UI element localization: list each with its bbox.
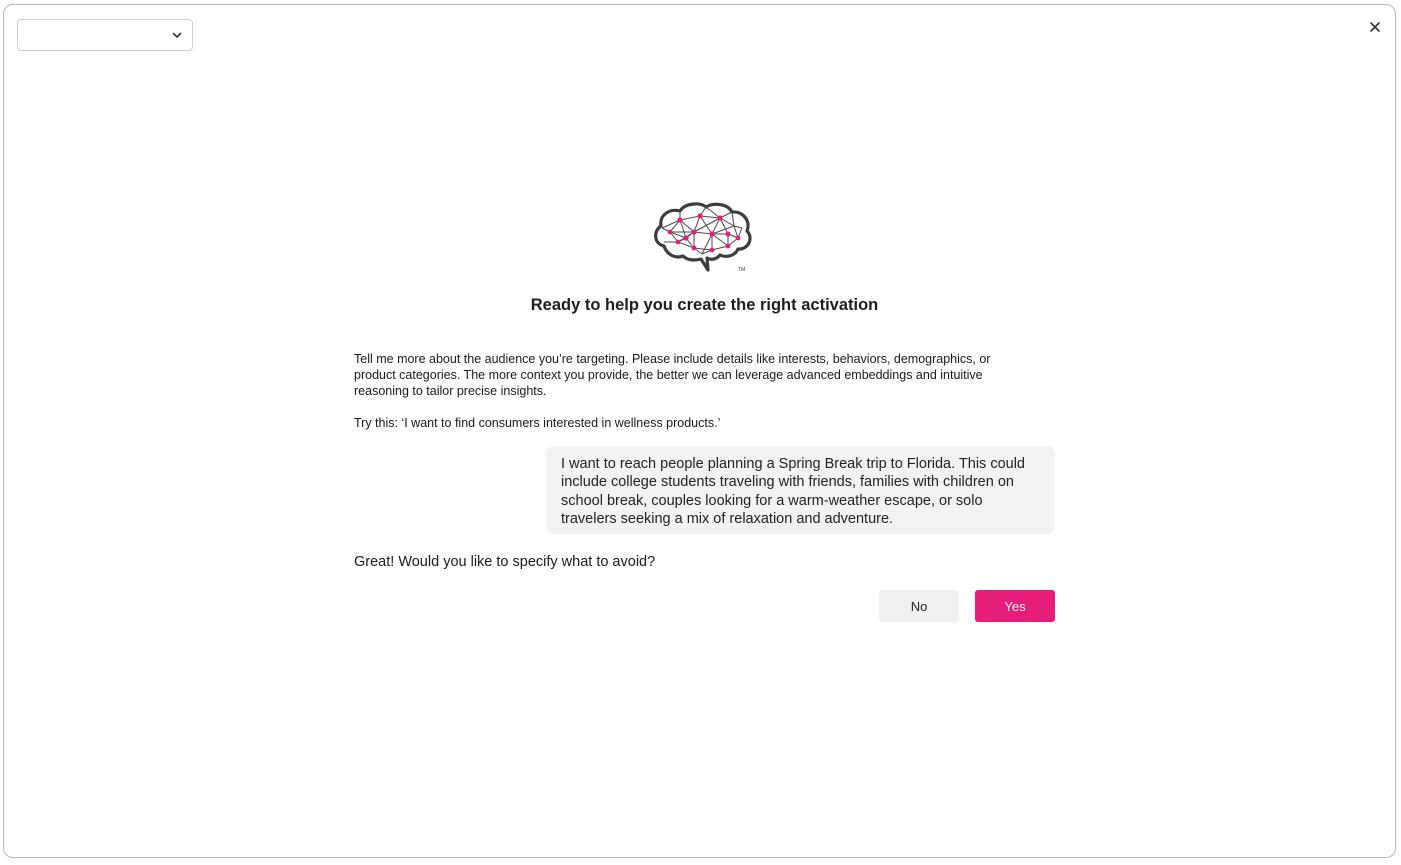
- page-title: Ready to help you create the right activation: [530, 296, 879, 314]
- assistant-question: Great! Would you like to specify what to avoid?: [354, 554, 656, 570]
- close-icon[interactable]: [1367, 19, 1383, 35]
- dialog-window: [3, 4, 1396, 858]
- brain-network-logo: [650, 198, 754, 278]
- user-message-bubble: I want to reach people planning a Spring Break trip to Florida. This could include college students traveling with friends, families with children on school break, couples looking for a warm-weather escape, or solo travelers seeking a mix of relaxation and adventure.: [546, 446, 1055, 534]
- trademark-label: TM: [738, 267, 746, 273]
- yes-button[interactable]: Yes: [975, 590, 1055, 622]
- chevron-down-icon: [171, 29, 183, 41]
- example-prompt-text: Try this: ‘I want to find consumers interested in wellness products.’: [354, 416, 721, 430]
- model-select-dropdown[interactable]: [17, 19, 193, 51]
- assistant-intro-message: Tell me more about the audience you’re targeting. Please include details like interests, behaviors, demographics, or product categories. The more context you provide, the better we can leverage advanced embeddings and intuitive reasoning to tailor precise insights.: [354, 352, 991, 398]
- no-button[interactable]: No: [879, 590, 959, 622]
